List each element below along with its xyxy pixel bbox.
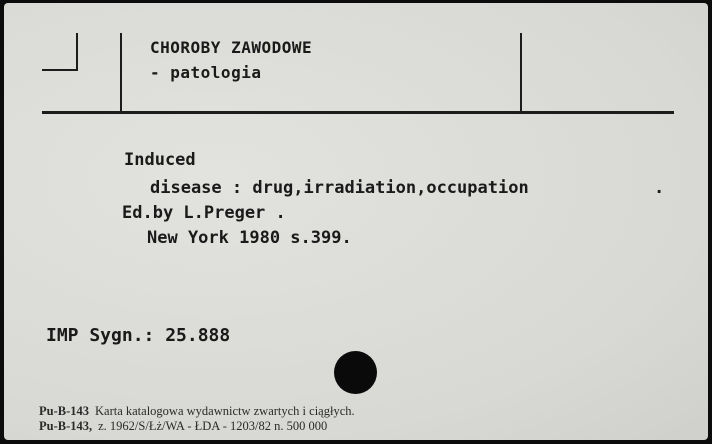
corner-mark-horizontal — [42, 69, 78, 71]
title-line-1: Induced — [124, 150, 196, 170]
subject-subheading: - patologia — [150, 63, 262, 82]
footer-line-2 — [39, 419, 327, 434]
imprint-line: New York 1980 s.399. — [147, 228, 352, 248]
corner-mark-vertical — [76, 33, 78, 71]
footer-code-1: Pu-B-143 — [39, 404, 89, 418]
footer-line-1 — [39, 404, 355, 419]
footer-text-2: z. 1962/S/Łż/WA - ŁDA - 1203/82 n. 500 000 — [98, 419, 328, 433]
catalog-card — [4, 3, 708, 440]
footer-text-1: Karta katalogowa wydawnictw zwartych i ciągłych. — [95, 404, 355, 418]
footer-code-2: Pu-B-143, — [39, 419, 93, 433]
punch-hole — [334, 351, 377, 394]
subject-heading: CHOROBY ZAWODOWE — [150, 38, 313, 57]
call-number: IMP Sygn.: 25.888 — [46, 325, 231, 346]
header-right-rule — [520, 33, 522, 113]
title-line-2: disease : drug,irradiation,occupation — [150, 178, 529, 198]
header-left-rule — [120, 33, 122, 113]
editor-line: Ed.by L.Preger . — [122, 203, 286, 223]
title-line-2-end: . — [654, 178, 665, 198]
header-bottom-rule — [42, 111, 674, 114]
